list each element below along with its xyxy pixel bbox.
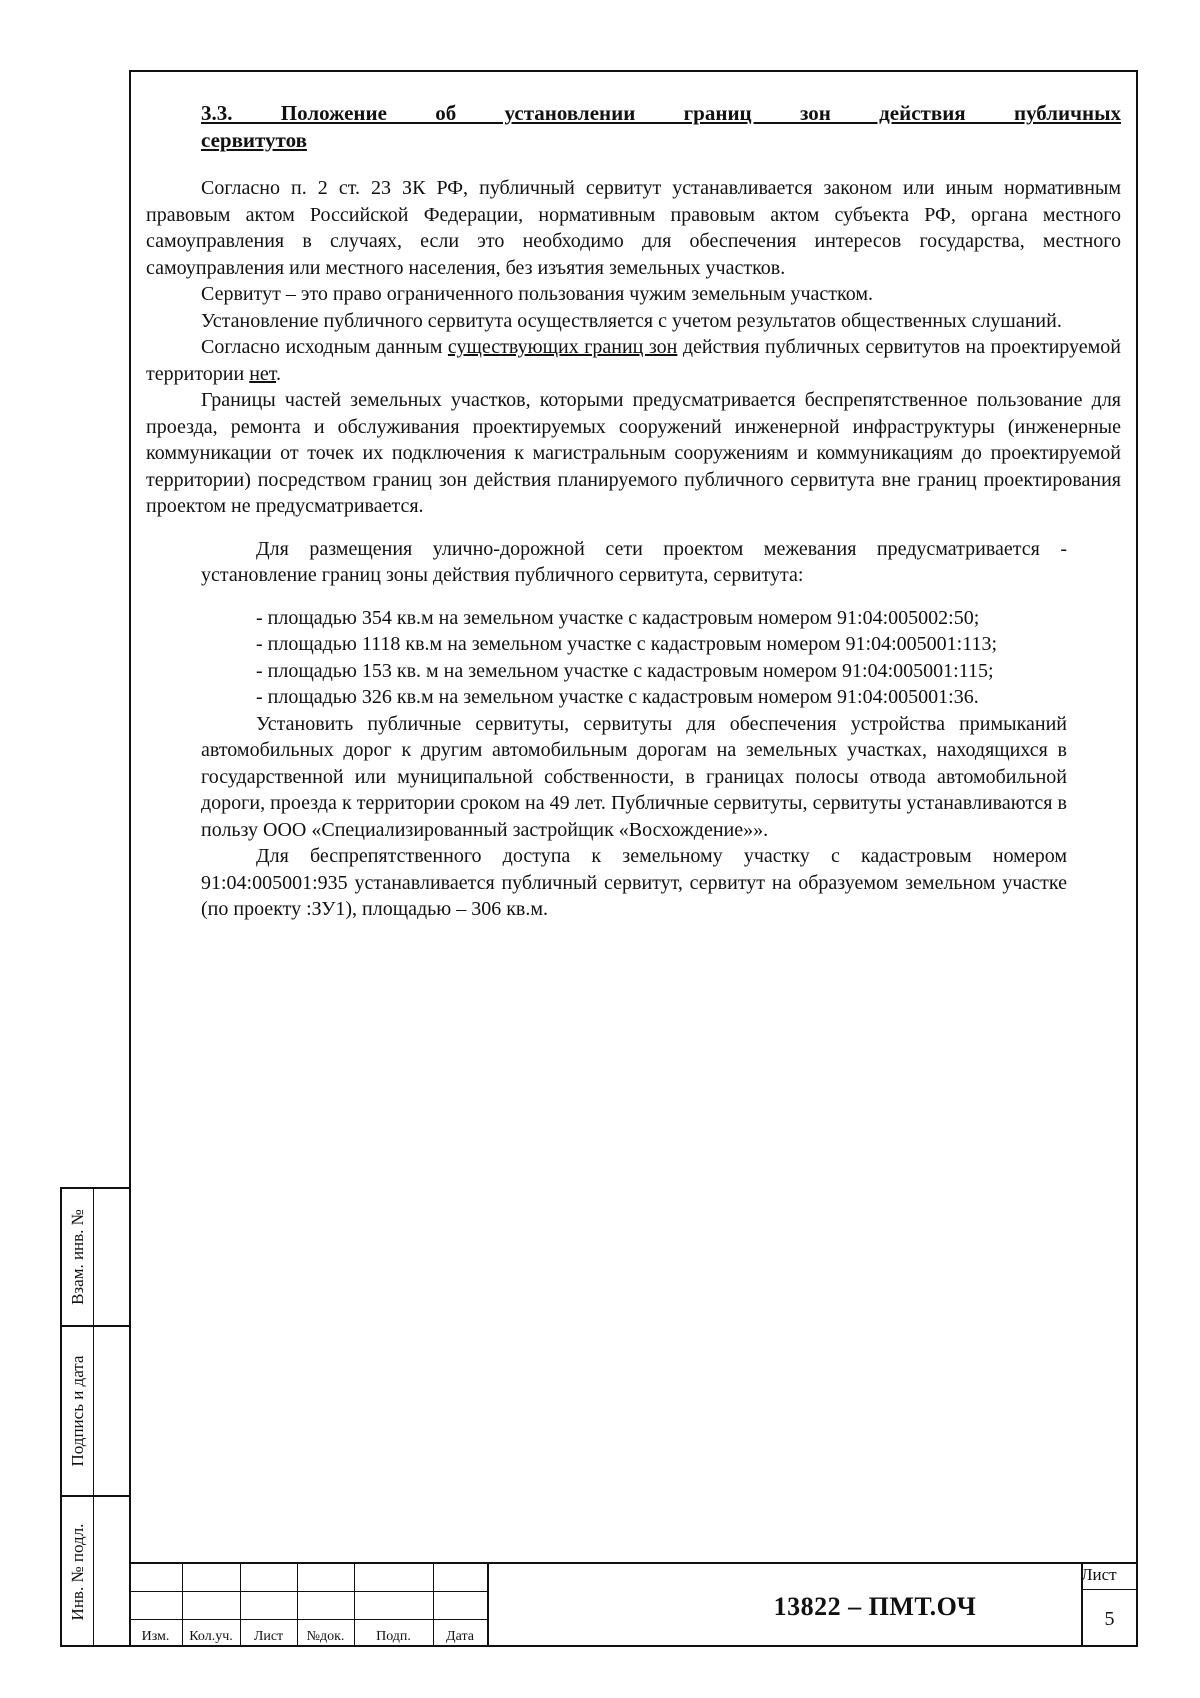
col-header-podp: Подп. [376,1629,411,1644]
bullet-item-3: - площадью 153 кв. м на земельном участке с кадастровым номером 91:04:005001:115; [256,659,994,682]
servitude-block [146,536,1067,923]
paragraph-2: Сервитут – это право ограниченного пользования чужим земельным участком. [201,283,874,305]
document-body [146,100,1121,923]
bullet-item-2: - площадью 1118 кв.м на земельном участке с кадастровым номером 91:04:005001:113; [256,633,998,655]
col-header-izm: Изм. [141,1629,170,1644]
paragraph-7: Установить публичные сервитуты, сервитуты для обеспечения устройства примыканий автомобильных дорог к другим автомобильным дорогам на земельных участках, находящихся в государственной или муниципальной собственности, в границах полосы отвода автомобильной дороги, проезда к территории сроком на 49 лет. Публичные сервитуты, сервитуты устанавливаются в пользу ООО «Специализированный застройщик «Восхождение»». [201,712,1067,841]
sheet-label: Лист [1081,1565,1117,1584]
paragraph-6: Для размещения улично-дорожной сети проектом межевания предусматривается - установление границ зоны действия публичного сервитута, сервитута: [201,537,1067,586]
section-heading-continuation: сервитутов [201,127,307,152]
stamp-cell-signature-date [62,1327,131,1495]
col-header-kol: Кол.уч. [189,1629,233,1644]
sheet-number: 5 [1104,1608,1115,1630]
paragraph-1: Согласно п. 2 ст. 23 ЗК РФ, публичный сервитут устанавливается законом или иным нормативным правовым актом Российской Федерации, нормативным правовым актом субъекта РФ, органа местного самоуправления в случаях, если это необходимо для обеспечения интересов государства, местного самоуправления или местного населения, без изъятия земельных участков. [146,177,1121,279]
stamp-label-signature-date: Подпись и дата [67,1355,87,1467]
paragraph-4-text-a: Согласно исходным данным [201,336,448,358]
paragraph-4-text-b: действия публичных сервитутов на проектируемой территории [146,336,1121,385]
bullet-item-1: - площадью 354 кв.м на земельном участке с кадастровым номером 91:04:005002:50; [256,606,980,629]
title-block [129,1562,1138,1647]
stamp-label-replace-inv: Взам. инв. № [67,1209,87,1305]
stamp-cell-original-inv [62,1497,131,1647]
paragraph-3: Установление публичного сервитута осуществляется с учетом результатов общественных слушаний. [201,309,1062,332]
section-heading: 3.3. Положение об установлении границ зон действия публичных [201,101,1121,125]
bullet-item-4: - площадью 326 кв.м на земельном участке с кадастровым номером 91:04:005001:36. [256,686,979,708]
col-header-ndok: №док. [306,1629,345,1644]
col-header-data: Дата [446,1629,474,1644]
document-code: 13822 – ПМТ.ОЧ [773,1592,977,1621]
paragraph-8: Для беспрепятственного доступа к земельному участку с кадастровым номером 91:04:005001:935 устанавливается публичный сервитут, сервитут на образуемом земельном участке (по проекту :ЗУ1), площадью – 306 кв.м. [201,845,1067,920]
col-header-list: Лист [253,1629,284,1644]
existing-zones-link-text: существующих границ зон [447,336,678,358]
margin-stamp [60,1187,129,1647]
stamp-cell-replace-inv [62,1189,131,1325]
paragraph-4-text-c: . [276,362,282,385]
paragraph-5: Границы частей земельных участков, которыми предусматривается беспрепятственное пользование для проезда, ремонта и обслуживания проектируемых сооружений инженерной инфраструктуры (инженерные коммуникации от точек их подключения к магистральным сооружениям и коммуникациям до проектируемой территории) посредством границ зон действия планируемого публичного сервитута вне границ проектирования проектом не предусматривается. [146,389,1121,517]
paragraph-4 [146,334,1121,387]
none-underlined-text: нет [249,362,277,385]
stamp-label-original-inv: Инв. № подл. [67,1523,87,1621]
